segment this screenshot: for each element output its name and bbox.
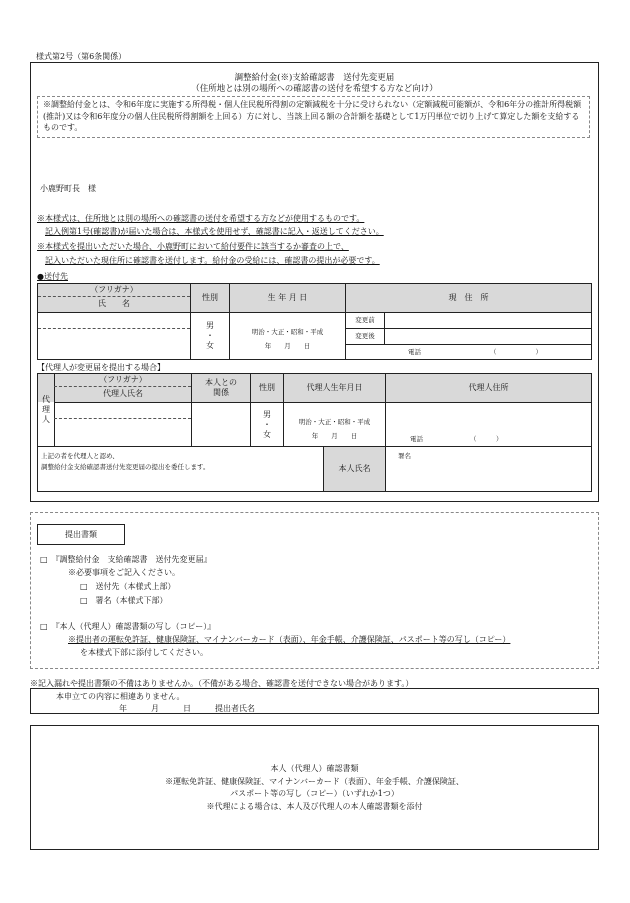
confirmation-date-name[interactable]: 年 月 日 提出者氏名: [119, 704, 255, 713]
page-subtitle: （住所地とは別の場所への確認書の送付を希望する方など向け）: [191, 84, 438, 94]
doc-item-2-note: ※提出者の運転免許証、健康保険証、マイナンバーカード（表面）、年金手帳、介護保険証、パスポート等の写し（コピー）: [68, 635, 511, 644]
sendto-sex-value[interactable]: 男 ・ 女: [206, 321, 214, 350]
id-attachment-area[interactable]: [30, 725, 599, 850]
sendto-phone-label: 電話: [408, 348, 421, 356]
doc-item-2[interactable]: □ 『本人（代理人）確認書類の写し（コピー）』: [40, 622, 216, 631]
sendto-after-label: 変更後: [355, 332, 375, 341]
note-3: ※本様式を提出いただいた場合、小鹿野町において給付要件に該当するか審査の上で、: [37, 242, 349, 251]
agent-side-label: 代 理 人: [42, 395, 50, 424]
sendto-era-options[interactable]: 明治・大正・昭和・平成: [251, 327, 324, 336]
attach-line-2: ※運転免許証、健康保険証、マイナンバーカード（表面）、年金手帳、介護保険証、: [165, 777, 464, 786]
doc-item-1[interactable]: □ 『調整給付金 支給確認書 送付先変更届』: [40, 555, 212, 564]
agent-address-header: 代理人住所: [468, 383, 509, 392]
doc-item-1-note: ※必要事項をご記入ください。: [68, 568, 180, 577]
agent-phone-label: 電話: [410, 435, 423, 443]
sendto-before-label: 変更前: [355, 316, 375, 325]
agent-furigana-header: （フリガナ）: [99, 375, 147, 384]
sendto-phone-field[interactable]: （ ）: [490, 348, 542, 356]
doc-item-2-note-cont: を本様式下部に添付してください。: [80, 648, 208, 657]
attach-title: 本人（代理人）確認書類: [270, 764, 359, 773]
doc-item-1-sub-signature[interactable]: □ 署名（本様式下部）: [80, 596, 168, 605]
agent-birthdate-header: 代理人生年月日: [306, 383, 363, 392]
sendto-address-header: 現 住 所: [448, 293, 489, 302]
agent-sex-value[interactable]: 男 ・ 女: [263, 410, 271, 439]
principal-name-label: 本人氏名: [324, 447, 385, 491]
section-sendto: ●送付先: [37, 272, 68, 281]
agent-relation-header: 本人との 関係: [205, 378, 237, 397]
check-notice: ※記入漏れや提出書類の不備はありませんか。（不備がある場合、確認書を送付できない場合があります。）: [30, 679, 414, 688]
confirmation-statement: 本申立ての内容に相違ありません。: [56, 692, 185, 701]
form-number: 様式第2号（第6条関係）: [36, 52, 127, 61]
sendto-furigana-header: （フリガナ）: [90, 285, 138, 294]
note-4: 記入いただいた現住所に確認書を送付します。給付金の受給には、確認書の提出が必要です。: [45, 256, 380, 265]
doc-item-1-sub-sendto[interactable]: □ 送付先（本様式上部）: [80, 582, 176, 591]
agent-table: [37, 373, 592, 492]
note-1: ※本様式は、住所地とは別の場所への確認書の送付を希望する方などが使用するものです。: [37, 214, 365, 223]
sendto-sex-header: 性別: [202, 293, 218, 302]
agent-name-header: 代理人氏名: [103, 389, 143, 398]
agent-sex-header: 性別: [259, 383, 275, 392]
sendto-name-header: 氏 名: [98, 299, 130, 308]
page-title: 調整給付金(※)支給確認書 送付先変更届: [234, 73, 395, 83]
sendto-birthdate-header: 生 年 月 日: [267, 293, 308, 302]
sendto-table: [37, 283, 592, 360]
definition-note: ※調整給付金とは、令和6年度に実施する所得税・個人住民税所得割の定額減税を十分に受けられない（定額減税可能額が、令和6年分の推計所得税額(推計)又は令和6年度分の個人住民税所得割額を上回る）方に対し、当該上回る額の合計額を基礎として1万円単位で切り上げて算定した額を支給するものです。: [37, 96, 590, 138]
agent-ymd[interactable]: 年 月 日: [311, 431, 358, 440]
agent-era-options[interactable]: 明治・大正・昭和・平成: [298, 417, 371, 426]
attach-line-4: ※代理による場合は、本人及び代理人の本人確認書類を添付: [206, 802, 423, 811]
note-2: 記入例第1号(確認書)が届いた場合は、本様式を使用せず、確認書に記入・返送してください。: [45, 227, 384, 236]
section-agent: 【代理人が変更届を提出する場合】: [37, 363, 165, 372]
signature-label: 署名: [398, 452, 411, 460]
documents-header: 提出書類: [37, 524, 125, 545]
addressee: 小鹿野町長 様: [40, 184, 96, 193]
confirmation-box: [30, 688, 599, 714]
delegation-statement: 上記の者を代理人と認め、 調整給付金支給確認書送付先変更届の提出を委任します。: [41, 452, 210, 472]
attach-line-3: パスポート等の写し（コピー）（いずれか1つ）: [230, 789, 399, 798]
agent-phone-field[interactable]: （ ）: [470, 435, 503, 443]
sendto-ymd[interactable]: 年 月 日: [264, 341, 311, 350]
